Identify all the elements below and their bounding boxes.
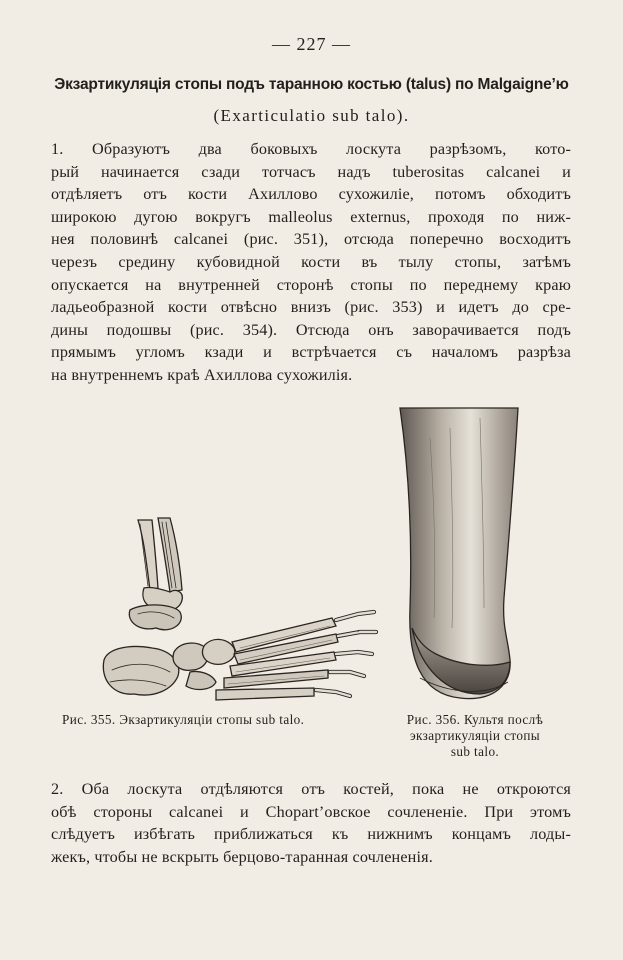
text-line: 2. Оба лоскута отдѣляются отъ костей, пока не откроются: [51, 780, 571, 798]
caption-line: sub talo.: [450, 744, 500, 759]
caption-line: Рис. 356. Культя послѣ: [406, 712, 544, 727]
text-line: на внутреннемъ краѣ Ахиллова сухожилія.: [51, 365, 353, 384]
text-line: дины подошвы (рис. 354). Отсюда онъ заворачивается подъ: [51, 320, 571, 339]
page-number: — 227 —: [272, 34, 351, 54]
section-subheading: (Exarticulatio sub talo).: [213, 106, 410, 125]
text-line: рый начинается сзади тотчасъ надъ tuberositas calcanei и: [51, 162, 571, 181]
figure-caption-356: [386, 712, 564, 760]
caption-line: экзартикуляціи стопы: [409, 728, 541, 743]
figure-stump: [390, 398, 530, 708]
text-line: отдѣляетъ отъ кости Ахиллово сухожиліе, потомъ обходитъ: [51, 185, 571, 204]
text-line: опускается на внутренней сторонѣ стопы по переднему краю: [51, 275, 571, 294]
text-line: черезъ средину кубовидной кости въ тылу стопы, затѣмъ: [51, 252, 571, 271]
figure-foot-skeleton: [100, 510, 385, 710]
text-line: прямымъ угломъ кзади и встрѣчается съ началомъ разрѣза: [51, 343, 571, 362]
figure-caption-355: Рис. 355. Экзартикуляціи стопы sub talo.: [62, 712, 305, 727]
text-line: слѣдуетъ избѣгать приближаться къ нижнимъ концамъ лоды-: [51, 825, 571, 844]
text-line: ладьеобразной кости отвѣсно внизъ (рис. 353) и идетъ до сре-: [51, 298, 571, 317]
text-line: жекъ, чтобы не вскрыть берцово-таранная сочлененія.: [51, 847, 433, 866]
text-line: обѣ стороны calcanei и Chopart’овское сочлененіе. При этомъ: [51, 802, 571, 821]
text-line: 1. Образуютъ два боковыхъ лоскута разрѣзомъ, кото-: [51, 140, 571, 158]
section-heading: Экзартикуляція стопы подъ таранною костью (talus) по Malgaigne’ю: [54, 76, 569, 93]
paragraph-1: [51, 138, 571, 387]
text-line: широкою дугою вокругъ malleolus externus, проходя по ниж-: [51, 207, 571, 226]
paragraph-2: [51, 778, 571, 868]
text-line: нея половинѣ calcanei (рис. 351), отсюда поперечно восходитъ: [51, 230, 571, 249]
